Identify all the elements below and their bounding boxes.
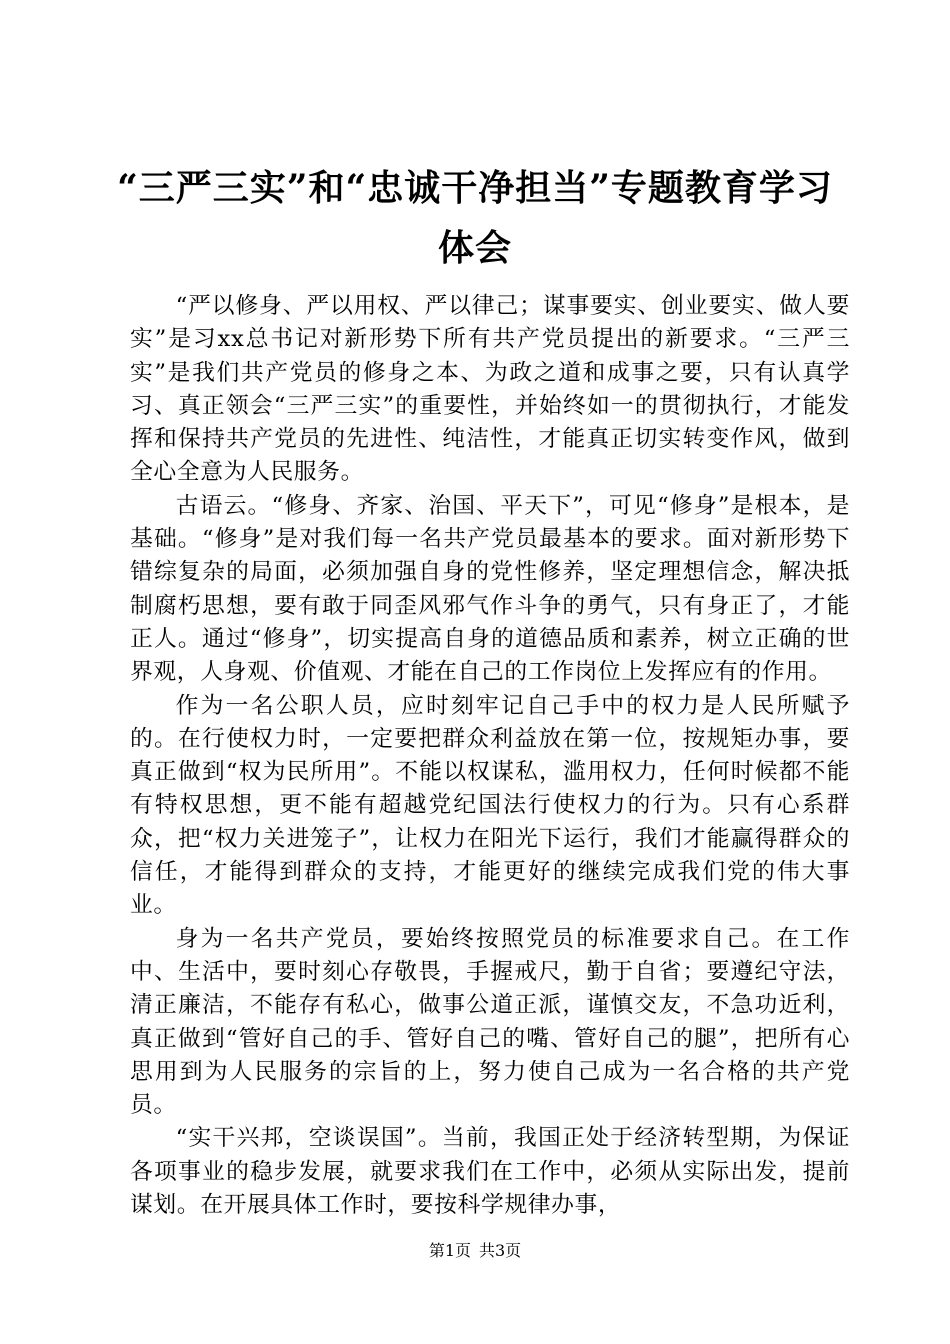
paragraph-4: 身为一名共产党员，要始终按照党员的标准要求自己。在工作中、生活中，要时刻心存敬畏，手握戒尺，勤于自省；要遵纪守法，清正廉洁，不能存有私心，做事公道正派，谨慎交友，不急功近利，真正做到“管好自己的手、管好自己的嘴、管好自己的腿”，把所有心思用到为人民服务的宗旨的上，努力使自己成为一名合格的共产党员。 bbox=[130, 925, 850, 1119]
page-footer bbox=[0, 1241, 950, 1261]
page-total: 共3页 bbox=[479, 1241, 522, 1260]
document-title: “三严三实”和“忠诚干净担当”专题教育学习体会 bbox=[117, 167, 833, 269]
page-number: 第1页 bbox=[428, 1241, 471, 1260]
document-body bbox=[130, 290, 850, 1222]
paragraph-5: “实干兴邦，空谈误国”。当前，我国正处于经济转型期，为保证各项事业的稳步发展，就要求我们在工作中，必须从实际出发，提前谋划。在开展具体工作时，要按科学规律办事， bbox=[130, 1125, 850, 1219]
paragraph-3: 作为一名公职人员，应时刻牢记自己手中的权力是人民所赋予的。在行使权力时，一定要把群众利益放在第一位，按规矩办事，要真正做到“权为民所用”。不能以权谋私，滥用权力，任何时候都不能有特权思想，更不能有超越党纪国法行使权力的行为。只有心系群众，把“权力关进笼子”，让权力在阳光下运行，我们才能赢得群众的信任，才能得到群众的支持，才能更好的继续完成我们党的伟大事业。 bbox=[130, 692, 850, 919]
paragraph-1: “严以修身、严以用权、严以律己；谋事要实、创业要实、做人要实”是习xx总书记对新形势下所有共产党员提出的新要求。“三严三实”是我们共产党员的修身之本、为政之道和成事之要，只有认真学习、真正领会“三严三实”的重要性，并始终如一的贯彻执行，才能发挥和保持共产党员的先进性、纯洁性，才能真正切实转变作风，做到全心全意为人民服务。 bbox=[130, 293, 850, 486]
paragraph-2: 古语云。“修身、齐家、治国、平天下”，可见“修身”是根本，是基础。“修身”是对我们每一名共产党员最基本的要求。面对新形势下错综复杂的局面，必须加强自身的党性修养，坚定理想信念，解决抵制腐朽思想，要有敢于同歪风邪气作斗争的勇气，只有身正了，才能正人。通过“修身”，切实提高自身的道德品质和素养，树立正确的世界观，人身观、价值观、才能在自己的工作岗位上发挥应有的作用。 bbox=[130, 492, 850, 686]
